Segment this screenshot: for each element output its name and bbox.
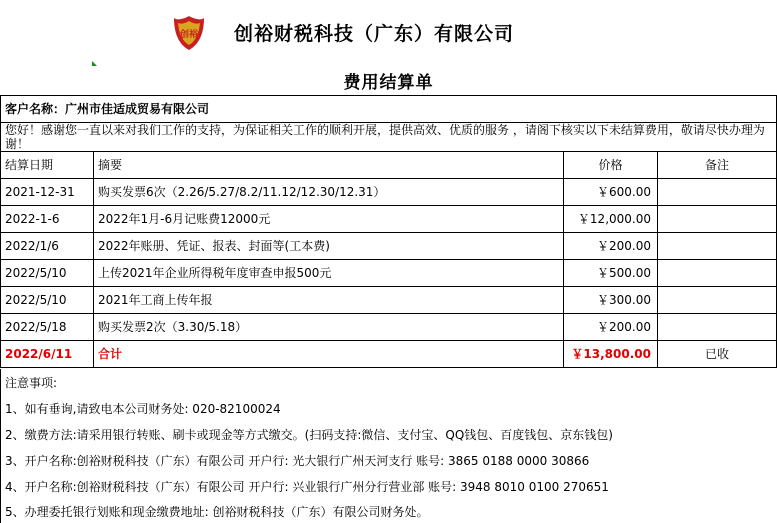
total-row (1, 341, 777, 368)
note-item: 4、开户名称:创裕财税科技（广东）有限公司 开户行: 兴业银行广州分行营业部 账号: 3948 8010 0100 270651 (5, 480, 609, 494)
row-note (658, 206, 777, 233)
column-header-date: 结算日期 (1, 152, 94, 179)
row-price: ￥12,000.00 (564, 206, 658, 233)
row-date: 2021-12-31 (1, 179, 94, 206)
column-header-note: 备注 (658, 152, 777, 179)
row-price: ￥200.00 (564, 314, 658, 341)
row-price: ￥300.00 (564, 287, 658, 314)
logo-text: 创裕 (179, 30, 199, 40)
row-summary: 2022年账册、凭证、报表、封面等(工本费) (94, 233, 564, 260)
row-summary: 上传2021年企业所得税年度审查申报500元 (94, 260, 564, 287)
table-row (1, 260, 777, 287)
customer-name: 广州市佳适成贸易有限公司 (65, 102, 210, 116)
total-label: 合计 (94, 341, 564, 368)
row-date: 2022/1/6 (1, 233, 94, 260)
table-row (1, 233, 777, 260)
total-status: 已收 (658, 341, 777, 368)
notes-section (0, 369, 776, 523)
row-date: 2022/5/10 (1, 260, 94, 287)
note-item: 1、如有垂询,请致电本公司财务处: 020-82100024 (5, 402, 281, 416)
row-note (658, 260, 777, 287)
greeting-text: 您好！感谢您一直以来对我们工作的支持，为保证相关工作的顺利开展，提供高效、优质的服务 ，请阁下核实以下未结算费用，敬请尽快办理为谢！ (1, 123, 777, 152)
document-header (0, 0, 777, 92)
customer-label: 客户名称： (5, 102, 66, 116)
note-item: 5、办理委托银行划账和现金缴费地址: 创裕财税科技（广东）有限公司财务处。 (5, 505, 429, 519)
row-note (658, 287, 777, 314)
row-price: ￥200.00 (564, 233, 658, 260)
cell-comment-marker (92, 61, 97, 66)
row-price: ￥500.00 (564, 260, 658, 287)
row-summary: 2022年1月-6月记账费12000元 (94, 206, 564, 233)
table-row (1, 314, 777, 341)
total-date: 2022/6/11 (1, 341, 94, 368)
table-row (1, 287, 777, 314)
column-header-summary: 摘要 (94, 152, 564, 179)
document-title: 费用结算单 (343, 73, 434, 93)
settlement-table (0, 95, 777, 368)
note-item: 3、开户名称:创裕财税科技（广东）有限公司 开户行: 光大银行广州天河支行 账号: 3865 0188 0000 30866 (5, 454, 590, 468)
customer-row (1, 96, 777, 123)
column-header-row (1, 152, 777, 179)
row-price: ￥600.00 (564, 179, 658, 206)
company-logo (172, 14, 206, 52)
row-summary: 购买发票2次（3.30/5.18） (94, 314, 564, 341)
row-note (658, 314, 777, 341)
greeting-row (1, 123, 777, 152)
company-name: 创裕财税科技（广东）有限公司 (234, 23, 515, 45)
table-row (1, 179, 777, 206)
table-row (1, 206, 777, 233)
row-date: 2022/5/10 (1, 287, 94, 314)
row-note (658, 233, 777, 260)
column-header-price: 价格 (564, 152, 658, 179)
total-price: ￥13,800.00 (564, 341, 658, 368)
row-summary: 2021年工商上传年报 (94, 287, 564, 314)
note-item: 2、缴费方法:请采用银行转账、刷卡或现金等方式缴交。(扫码支持:微信、支付宝、QQ钱包、百度钱包、京东钱包) (5, 428, 613, 442)
customer-cell (1, 96, 777, 123)
row-date: 2022-1-6 (1, 206, 94, 233)
notes-heading: 注意事项: (5, 376, 58, 390)
row-summary: 购买发票6次（2.26/5.27/8.2/11.12/12.30/12.31） (94, 179, 564, 206)
row-date: 2022/5/18 (1, 314, 94, 341)
row-note (658, 179, 777, 206)
